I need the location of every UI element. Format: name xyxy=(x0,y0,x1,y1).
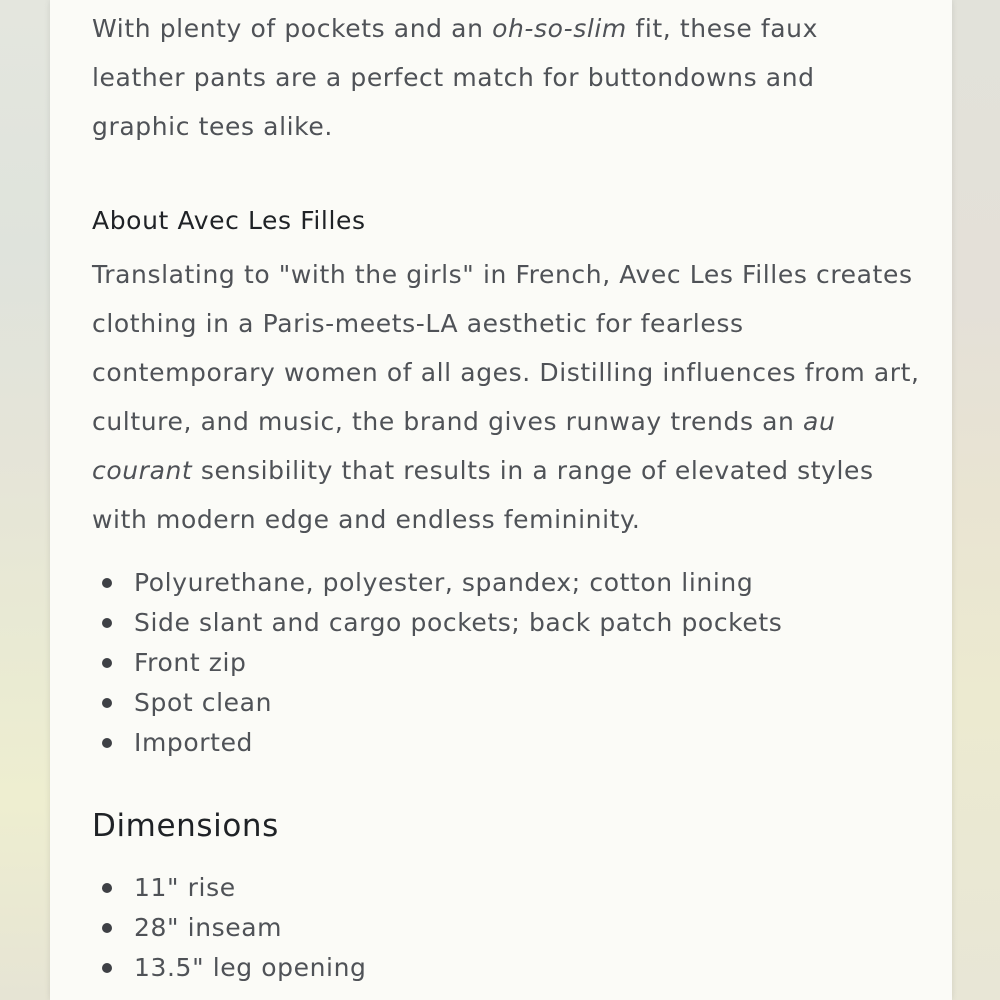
list-item xyxy=(92,948,367,988)
bullet-icon xyxy=(102,923,112,933)
feature-text: Spot clean xyxy=(134,688,273,717)
bullet-icon xyxy=(102,738,112,748)
intro-emphasis: oh-so-slim xyxy=(492,14,627,43)
about-emphasis: au courant xyxy=(92,407,836,485)
feature-text: Imported xyxy=(134,728,254,757)
bullet-icon xyxy=(102,658,112,668)
list-item xyxy=(92,603,782,643)
intro-text-start: With plenty of pockets and an xyxy=(92,14,493,43)
bullet-icon xyxy=(102,618,112,628)
feature-text: Front zip xyxy=(134,648,247,677)
dimension-text: 11" rise xyxy=(134,873,236,902)
background-right xyxy=(952,0,1000,1000)
list-item xyxy=(92,723,782,763)
about-text-start: Translating to "with the girls" in French, Avec Les Filles creates clothing in a Paris-meets-LA aesthetic for fearless contemporary women of all ages. Distilling influences from art, culture, and music, the brand gives runway trends an xyxy=(92,260,920,436)
product-description-panel xyxy=(50,0,952,1000)
bullet-icon xyxy=(102,578,112,588)
feature-text: Side slant and cargo pockets; back patch pockets xyxy=(134,608,783,637)
about-brand-paragraph xyxy=(92,250,922,544)
bullet-icon xyxy=(102,883,112,893)
list-item xyxy=(92,683,782,723)
list-item xyxy=(92,908,367,948)
dimension-text: 13.5" leg opening xyxy=(134,953,367,982)
feature-text: Polyurethane, polyester, spandex; cotton lining xyxy=(134,568,754,597)
list-item xyxy=(92,868,367,908)
bullet-icon xyxy=(102,963,112,973)
product-intro-paragraph xyxy=(92,4,912,151)
about-text-end: sensibility that results in a range of elevated styles with modern edge and endless femininity. xyxy=(92,456,874,534)
background-left xyxy=(0,0,50,1000)
bullet-icon xyxy=(102,698,112,708)
list-item xyxy=(92,643,782,683)
dimension-text: 28" inseam xyxy=(134,913,283,942)
list-item xyxy=(92,563,782,603)
intro-text-end: fit, these faux leather pants are a perfect match for buttondowns and graphic tees alike. xyxy=(92,14,819,141)
dimensions-heading: Dimensions xyxy=(92,808,279,844)
about-brand-heading: About Avec Les Filles xyxy=(92,206,366,235)
feature-list xyxy=(92,563,782,763)
dimensions-list xyxy=(92,868,367,988)
